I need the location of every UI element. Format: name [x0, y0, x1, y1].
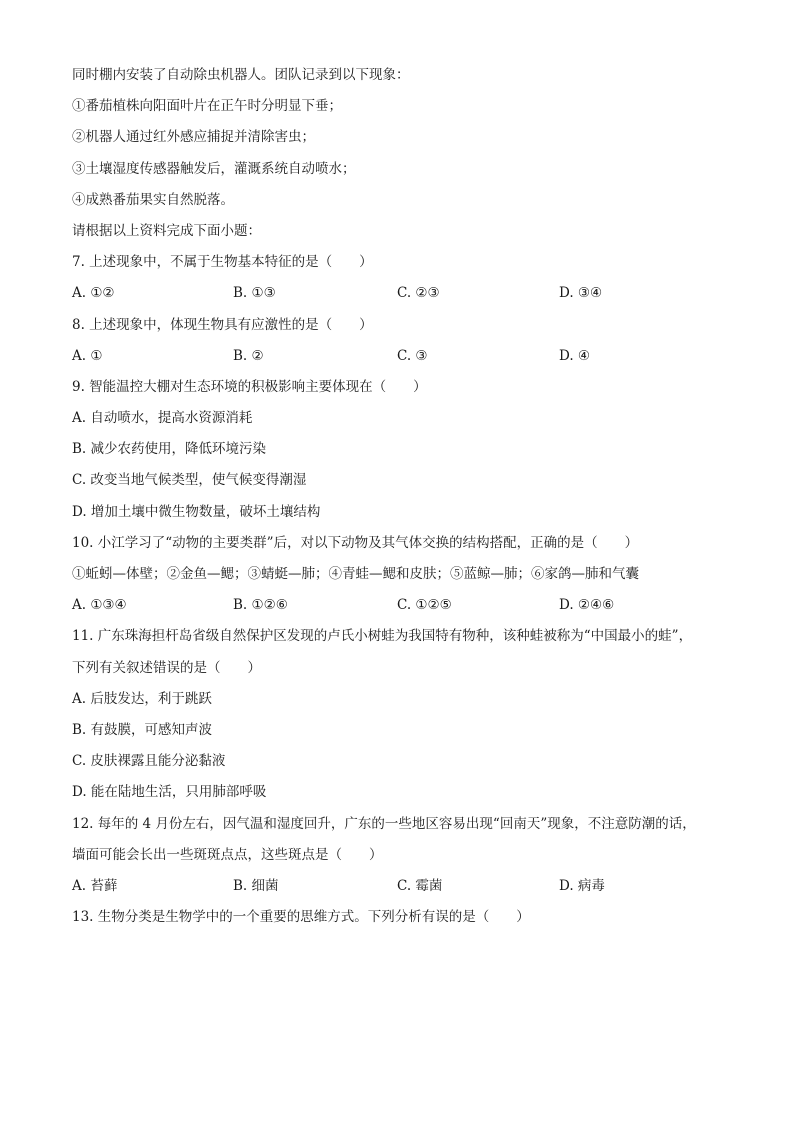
instruction-line: 请根据以上资料完成下面小题：	[72, 222, 261, 239]
phenomenon-1: ①番茄植株向阳面叶片在正午时分明显下垂；	[72, 98, 342, 115]
option-a: A. ①	[72, 347, 103, 364]
option-a: A. ①③④	[72, 597, 127, 614]
question-stem: 7. 上述现象中，不属于生物基本特征的是（ ）	[72, 254, 373, 271]
option-row	[72, 282, 732, 313]
intro-line: 同时棚内安装了自动除虫机器人。团队记录到以下现象：	[72, 67, 410, 83]
option-d: D. 能在陆地生活，只用肺部呼吸	[72, 784, 267, 801]
phenomenon-2: ②机器人通过红外感应捕捉并清除害虫；	[72, 129, 315, 146]
option-b: B. ①③	[233, 285, 276, 302]
question-12	[72, 813, 732, 907]
question-13	[72, 906, 732, 937]
option-d: D. ④	[559, 347, 591, 364]
question-stem-list: ①蚯蚓—体壁；②金鱼—鳃；③蜻蜓—肺；④青蛙—鳃和皮肤；⑤蓝鲸—肺；⑥家鸽—肺和气囊	[72, 566, 639, 582]
option-c: C. 霉菌	[397, 877, 443, 894]
phenomenon-3: ③土壤湿度传感器触发后，灌溉系统自动喷水；	[72, 160, 356, 177]
option-a: A. 自动喷水，提高水资源消耗	[72, 410, 253, 427]
option-b: B. 细菌	[233, 877, 279, 894]
option-row	[72, 875, 732, 906]
question-9	[72, 376, 732, 532]
option-b: B. ②	[233, 347, 264, 364]
question-10	[72, 532, 732, 626]
option-c: C. 皮肤裸露且能分泌黏液	[72, 753, 226, 770]
question-stem-cont: 下列有关叙述错误的是（ ）	[72, 659, 261, 676]
option-c: C. ①②⑤	[397, 597, 452, 614]
option-row	[72, 345, 732, 376]
question-stem-cont: 墙面可能会长出一些斑斑点点，这些斑点是（ ）	[72, 846, 383, 863]
option-d: D. 增加土壤中微生物数量，破坏土壤结构	[72, 503, 321, 520]
option-b: B. ①②⑥	[233, 597, 288, 614]
option-c: C. 改变当地气候类型，使气候变得潮湿	[72, 472, 307, 489]
option-b: B. 减少农药使用，降低环境污染	[72, 441, 267, 458]
question-stem: 12. 每年的 4 月份左右，因气温和湿度回升，广东的一些地区容易出现“回南天”现象，不注意防潮的话，	[72, 815, 696, 832]
option-a: A. ①②	[72, 285, 115, 302]
question-7	[72, 251, 732, 313]
option-d: D. ②④⑥	[559, 597, 615, 614]
question-stem: 13. 生物分类是生物学中的一个重要的思维方式。下列分析有误的是（ ）	[72, 909, 530, 926]
exam-page	[72, 64, 732, 937]
phenomenon-4: ④成熟番茄果实自然脱落。	[72, 191, 234, 208]
question-8	[72, 314, 732, 376]
option-a: A. 苔藓	[72, 877, 118, 894]
question-stem: 9. 智能温控大棚对生态环境的积极影响主要体现在（ ）	[72, 378, 427, 395]
option-c: C. ③	[397, 347, 428, 364]
option-b: B. 有鼓膜，可感知声波	[72, 721, 213, 738]
option-c: C. ②③	[397, 285, 440, 302]
option-row	[72, 594, 732, 625]
question-stem: 11. 广东珠海担杆岛省级自然保护区发现的卢氏小树蛙为我国特有物种，该种蛙被称为“中国最小的蛙”，	[72, 628, 693, 645]
question-11	[72, 625, 732, 812]
intro-passage	[72, 64, 732, 251]
option-d: D. 病毒	[559, 877, 605, 894]
question-stem: 8. 上述现象中，体现生物具有应激性的是（ ）	[72, 316, 373, 333]
question-stem: 10. 小江学习了“动物的主要类群”后，对以下动物及其气体交换的结构搭配，正确的是（ ）	[72, 534, 639, 551]
option-d: D. ③④	[559, 285, 603, 302]
option-a: A. 后肢发达，利于跳跃	[72, 690, 212, 707]
